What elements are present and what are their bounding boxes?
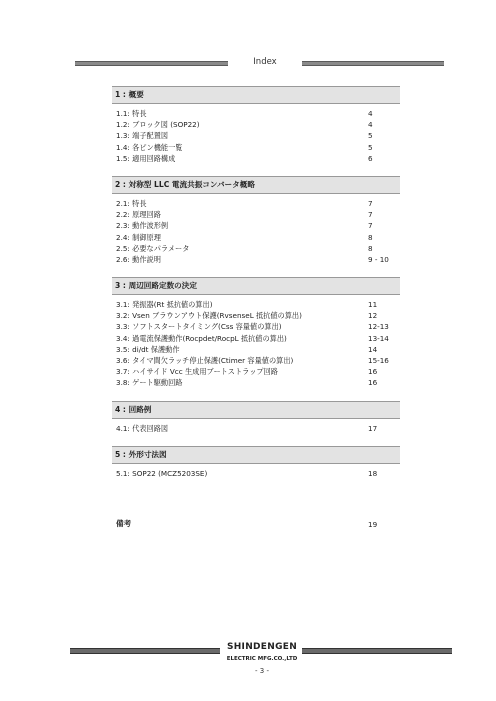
- toc-entry: [112, 142, 400, 153]
- toc-entry: [112, 299, 400, 310]
- toc-entry-label: 1.5: 適用回路構成: [116, 153, 176, 163]
- toc-entry-label: 2.4: 制御原理: [116, 232, 161, 242]
- toc-entry-label: 2.6: 動作説明: [116, 254, 161, 264]
- toc-entry: [112, 310, 400, 321]
- toc-entry-page: 4: [368, 109, 373, 118]
- toc-section: [112, 176, 400, 265]
- toc-entry: [112, 344, 400, 355]
- toc-entry: [112, 468, 400, 479]
- section-heading: 3 : 周辺回路定数の決定: [112, 277, 400, 295]
- header-rule-left: [75, 61, 228, 66]
- toc-section: [112, 86, 400, 164]
- toc-entry-page: 13-14: [368, 333, 389, 343]
- toc-entry: [112, 254, 400, 265]
- toc-entry-label: 3.2: Vsen ブラウンアウト保護(RvsenseL 抵抗値の算出): [116, 311, 302, 321]
- remarks-page: 19: [368, 520, 378, 529]
- toc-entry-page: 12: [368, 311, 378, 321]
- toc-entry-label: 3.8: ゲート駆動回路: [116, 378, 183, 388]
- toc-entry-page: 4: [368, 120, 373, 130]
- toc-entry-page: 17: [368, 423, 378, 433]
- section-heading: 5 : 外形寸法図: [112, 446, 400, 464]
- toc-entry: [112, 209, 400, 220]
- toc-entry: [112, 232, 400, 243]
- toc-section: [112, 401, 400, 434]
- toc-entry: [112, 198, 400, 209]
- toc-entry-label: 3.5: di/dt 保護動作: [116, 344, 180, 354]
- toc-entry: [112, 119, 400, 130]
- toc-entry-label: 3.3: ソフトスタートタイミング(Css 容量値の算出): [116, 322, 282, 332]
- toc-entry: [112, 153, 400, 164]
- toc-entry-page: 9 - 10: [368, 254, 389, 264]
- toc-entry-page: 7: [368, 221, 373, 231]
- toc-entry: [112, 423, 400, 434]
- toc-entry-page: 5: [368, 131, 373, 141]
- toc-entry-label: 2.5: 必要なパラメータ: [116, 243, 190, 253]
- toc-entry-label: 2.1: 特長: [116, 198, 147, 208]
- page-number: - 3 -: [255, 667, 269, 675]
- toc-entry-page: 11: [368, 300, 378, 310]
- toc-entry-label: 3.1: 発振器(Rt 抵抗値の算出): [116, 300, 213, 310]
- table-of-contents: [112, 86, 400, 491]
- toc-section: [112, 446, 400, 479]
- toc-entry-label: 1.3: 端子配置図: [116, 131, 169, 141]
- toc-entry-label: 1.1: 特長: [116, 109, 147, 118]
- toc-entry-label: 1.2: ブロック図 (SOP22): [116, 120, 200, 130]
- company-logo: SHINDENGEN: [226, 642, 298, 652]
- toc-entry-page: 18: [368, 468, 378, 478]
- toc-entry-label: 2.3: 動作波形例: [116, 221, 169, 231]
- toc-entry: [112, 220, 400, 231]
- toc-entry-page: 8: [368, 243, 373, 253]
- toc-section: [112, 277, 400, 389]
- toc-entry-page: 16: [368, 378, 378, 388]
- toc-entry: [112, 321, 400, 332]
- toc-entry: [112, 130, 400, 141]
- section-heading: 1 : 概要: [112, 86, 400, 104]
- toc-entry-page: 15-16: [368, 356, 389, 365]
- header-rule-right: [302, 61, 444, 66]
- toc-entry-page: 14: [368, 344, 378, 354]
- toc-entry-label: 2.2: 原理回路: [116, 210, 161, 220]
- footer-rule-left: [70, 648, 220, 654]
- toc-entry-page: 6: [368, 153, 373, 163]
- company-subtitle: ELECTRIC MFG.CO.,LTD: [226, 656, 298, 662]
- toc-entry: [112, 377, 400, 388]
- toc-entry: [112, 108, 400, 119]
- toc-entry-page: 7: [368, 210, 373, 220]
- page-footer: [0, 637, 496, 687]
- toc-entry-page: 5: [368, 142, 373, 152]
- toc-entry-page: 8: [368, 232, 373, 242]
- remarks-label: 備考: [116, 519, 132, 528]
- toc-entry-label: 3.4: 過電流保護動作(Rocpdet/RocpL 抵抗値の算出): [116, 333, 287, 343]
- toc-entry: [112, 355, 400, 366]
- section-heading: 4 : 回路例: [112, 401, 400, 419]
- toc-entry: [112, 366, 400, 377]
- toc-entry: [112, 243, 400, 254]
- toc-entry-page: 16: [368, 367, 378, 377]
- toc-entry-label: 3.7: ハイサイド Vcc 生成用ブートストラップ回路: [116, 367, 278, 377]
- page-header: [0, 57, 496, 69]
- footer-rule-right: [302, 648, 452, 654]
- toc-entry-page: 12-13: [368, 322, 389, 332]
- toc-entry-page: 7: [368, 198, 373, 208]
- toc-entry: [112, 333, 400, 344]
- toc-entry-label: 5.1: SOP22 (MCZ5203SE): [116, 468, 208, 478]
- section-heading: 2 : 対称型 LLC 電流共振コンバータ概略: [112, 176, 400, 194]
- toc-entry-label: 3.6: タイマ間欠ラッチ停止保護(Ctimer 容量値の算出): [116, 356, 294, 365]
- toc-entry-label: 4.1: 代表回路図: [116, 423, 169, 433]
- toc-entry-label: 1.4: 各ピン機能一覧: [116, 142, 183, 152]
- page-title: Index: [253, 57, 277, 67]
